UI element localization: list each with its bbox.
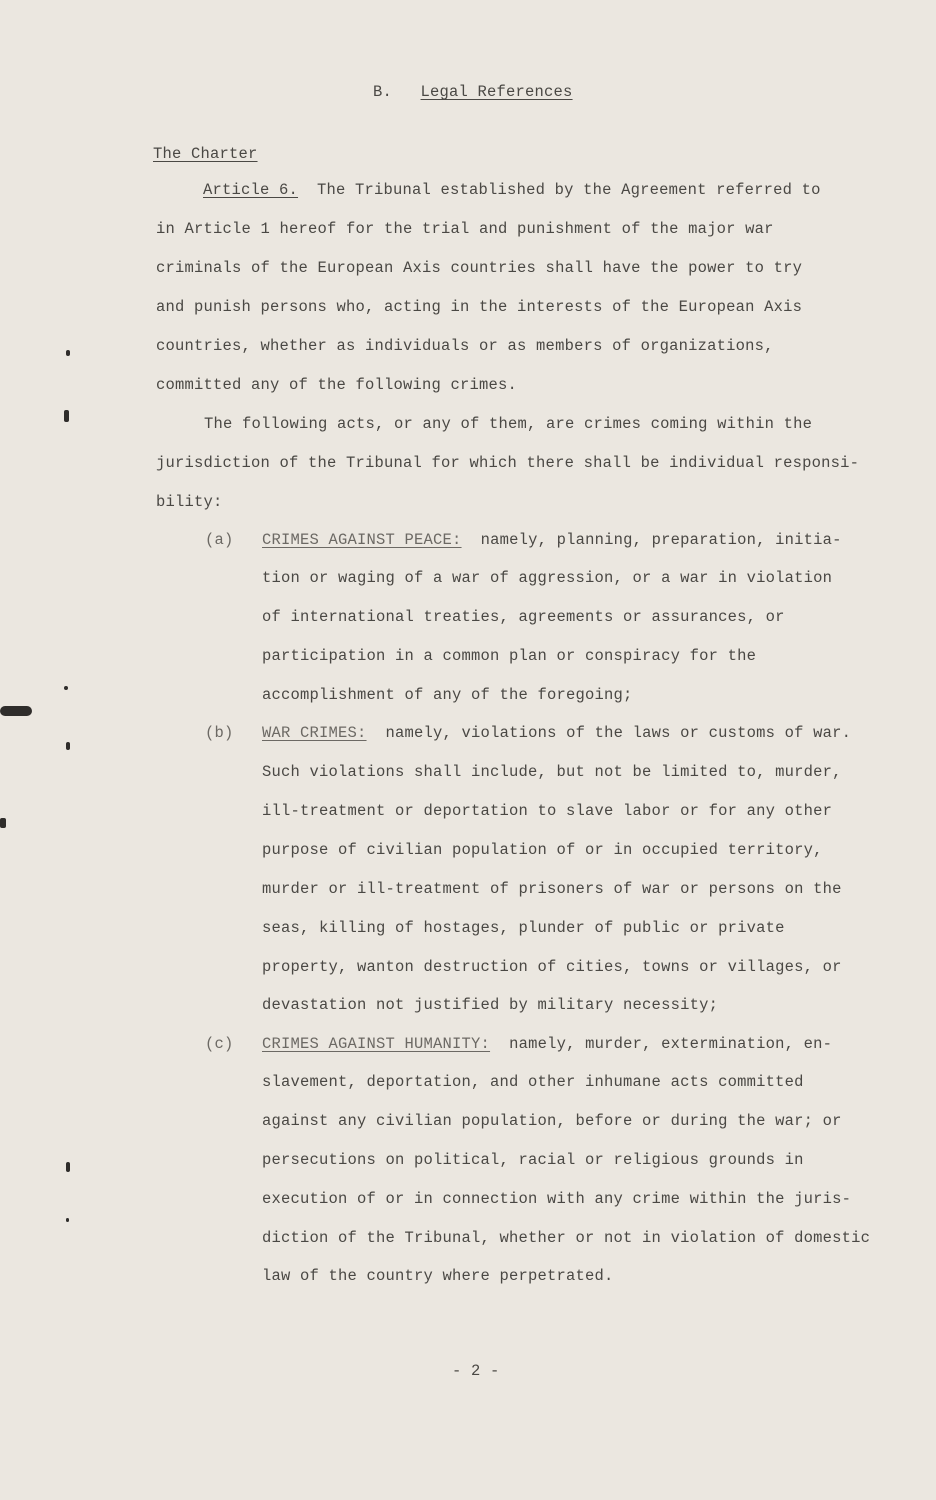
article-label: Article 6. [203, 181, 299, 199]
item-text-line: purpose of civilian population of or in occupied territory, [262, 841, 823, 859]
scan-mark [64, 686, 68, 690]
item-text-line: persecutions on political, racial or religious grounds in [262, 1151, 804, 1169]
item-text-line: diction of the Tribunal, whether or not in violation of domestic [262, 1229, 871, 1247]
page-number: - 2 - [452, 1362, 500, 1380]
article-text-line: and punish persons who, acting in the interests of the European Axis [156, 298, 803, 316]
item-text-line: law of the country where perpetrated. [262, 1267, 614, 1285]
article-text-line: criminals of the European Axis countries shall have the power to try [156, 259, 803, 277]
item-marker: (a) [205, 531, 234, 549]
item-text-line: accomplishment of any of the foregoing; [262, 686, 633, 704]
charter-subheading: The Charter [153, 145, 258, 163]
section-letter: B. [373, 83, 393, 101]
item-text-line: slavement, deportation, and other inhumane acts committed [262, 1073, 804, 1091]
article-first-line [203, 180, 821, 200]
scan-mark [64, 410, 69, 422]
article-text-line: committed any of the following crimes. [156, 376, 518, 394]
item-first-line [262, 723, 851, 743]
item-text-line: of international treaties, agreements or assurances, or [262, 608, 785, 626]
item-text-line: namely, violations of the laws or customs of war. [385, 724, 852, 742]
item-text-line: execution of or in connection with any crime within the juris- [262, 1190, 852, 1208]
item-first-line [262, 530, 842, 550]
item-text-line: Such violations shall include, but not be limited to, murder, [262, 763, 842, 781]
scan-mark [0, 818, 6, 828]
intro-text-line: The following acts, or any of them, are crimes coming within the [204, 415, 813, 433]
article-text-line: countries, whether as individuals or as members of organizations, [156, 337, 774, 355]
scan-mark [66, 1218, 69, 1222]
item-heading: WAR CRIMES: [262, 724, 367, 742]
item-text-line: seas, killing of hostages, plunder of public or private [262, 919, 785, 937]
item-text-line: participation in a common plan or conspiracy for the [262, 647, 757, 665]
item-text-line: against any civilian population, before or during the war; or [262, 1112, 842, 1130]
intro-text-line: jurisdiction of the Tribunal for which there shall be individual responsi- [156, 454, 860, 472]
section-header [373, 82, 573, 102]
item-text-line: devastation not justified by military necessity; [262, 996, 719, 1014]
section-title: Legal References [420, 83, 573, 101]
intro-text-line: bility: [156, 493, 223, 511]
scan-mark [66, 350, 70, 356]
item-text-line: murder or ill-treatment of prisoners of war or persons on the [262, 880, 842, 898]
item-text-line: namely, murder, extermination, en- [509, 1035, 833, 1053]
article-text-line: in Article 1 hereof for the trial and punishment of the major war [156, 220, 774, 238]
item-marker: (b) [205, 724, 234, 742]
scan-mark [0, 706, 32, 716]
item-text-line: namely, planning, preparation, initia- [480, 531, 842, 549]
item-first-line [262, 1034, 832, 1054]
item-text-line: tion or waging of a war of aggression, or a war in violation [262, 569, 833, 587]
scan-mark [66, 742, 70, 750]
item-heading: CRIMES AGAINST HUMANITY: [262, 1035, 491, 1053]
item-marker: (c) [205, 1035, 234, 1053]
item-heading: CRIMES AGAINST PEACE: [262, 531, 462, 549]
scan-mark [66, 1162, 70, 1172]
item-text-line: ill-treatment or deportation to slave labor or for any other [262, 802, 833, 820]
article-text-line: The Tribunal established by the Agreement referred to [317, 181, 821, 199]
item-text-line: property, wanton destruction of cities, towns or villages, or [262, 958, 842, 976]
